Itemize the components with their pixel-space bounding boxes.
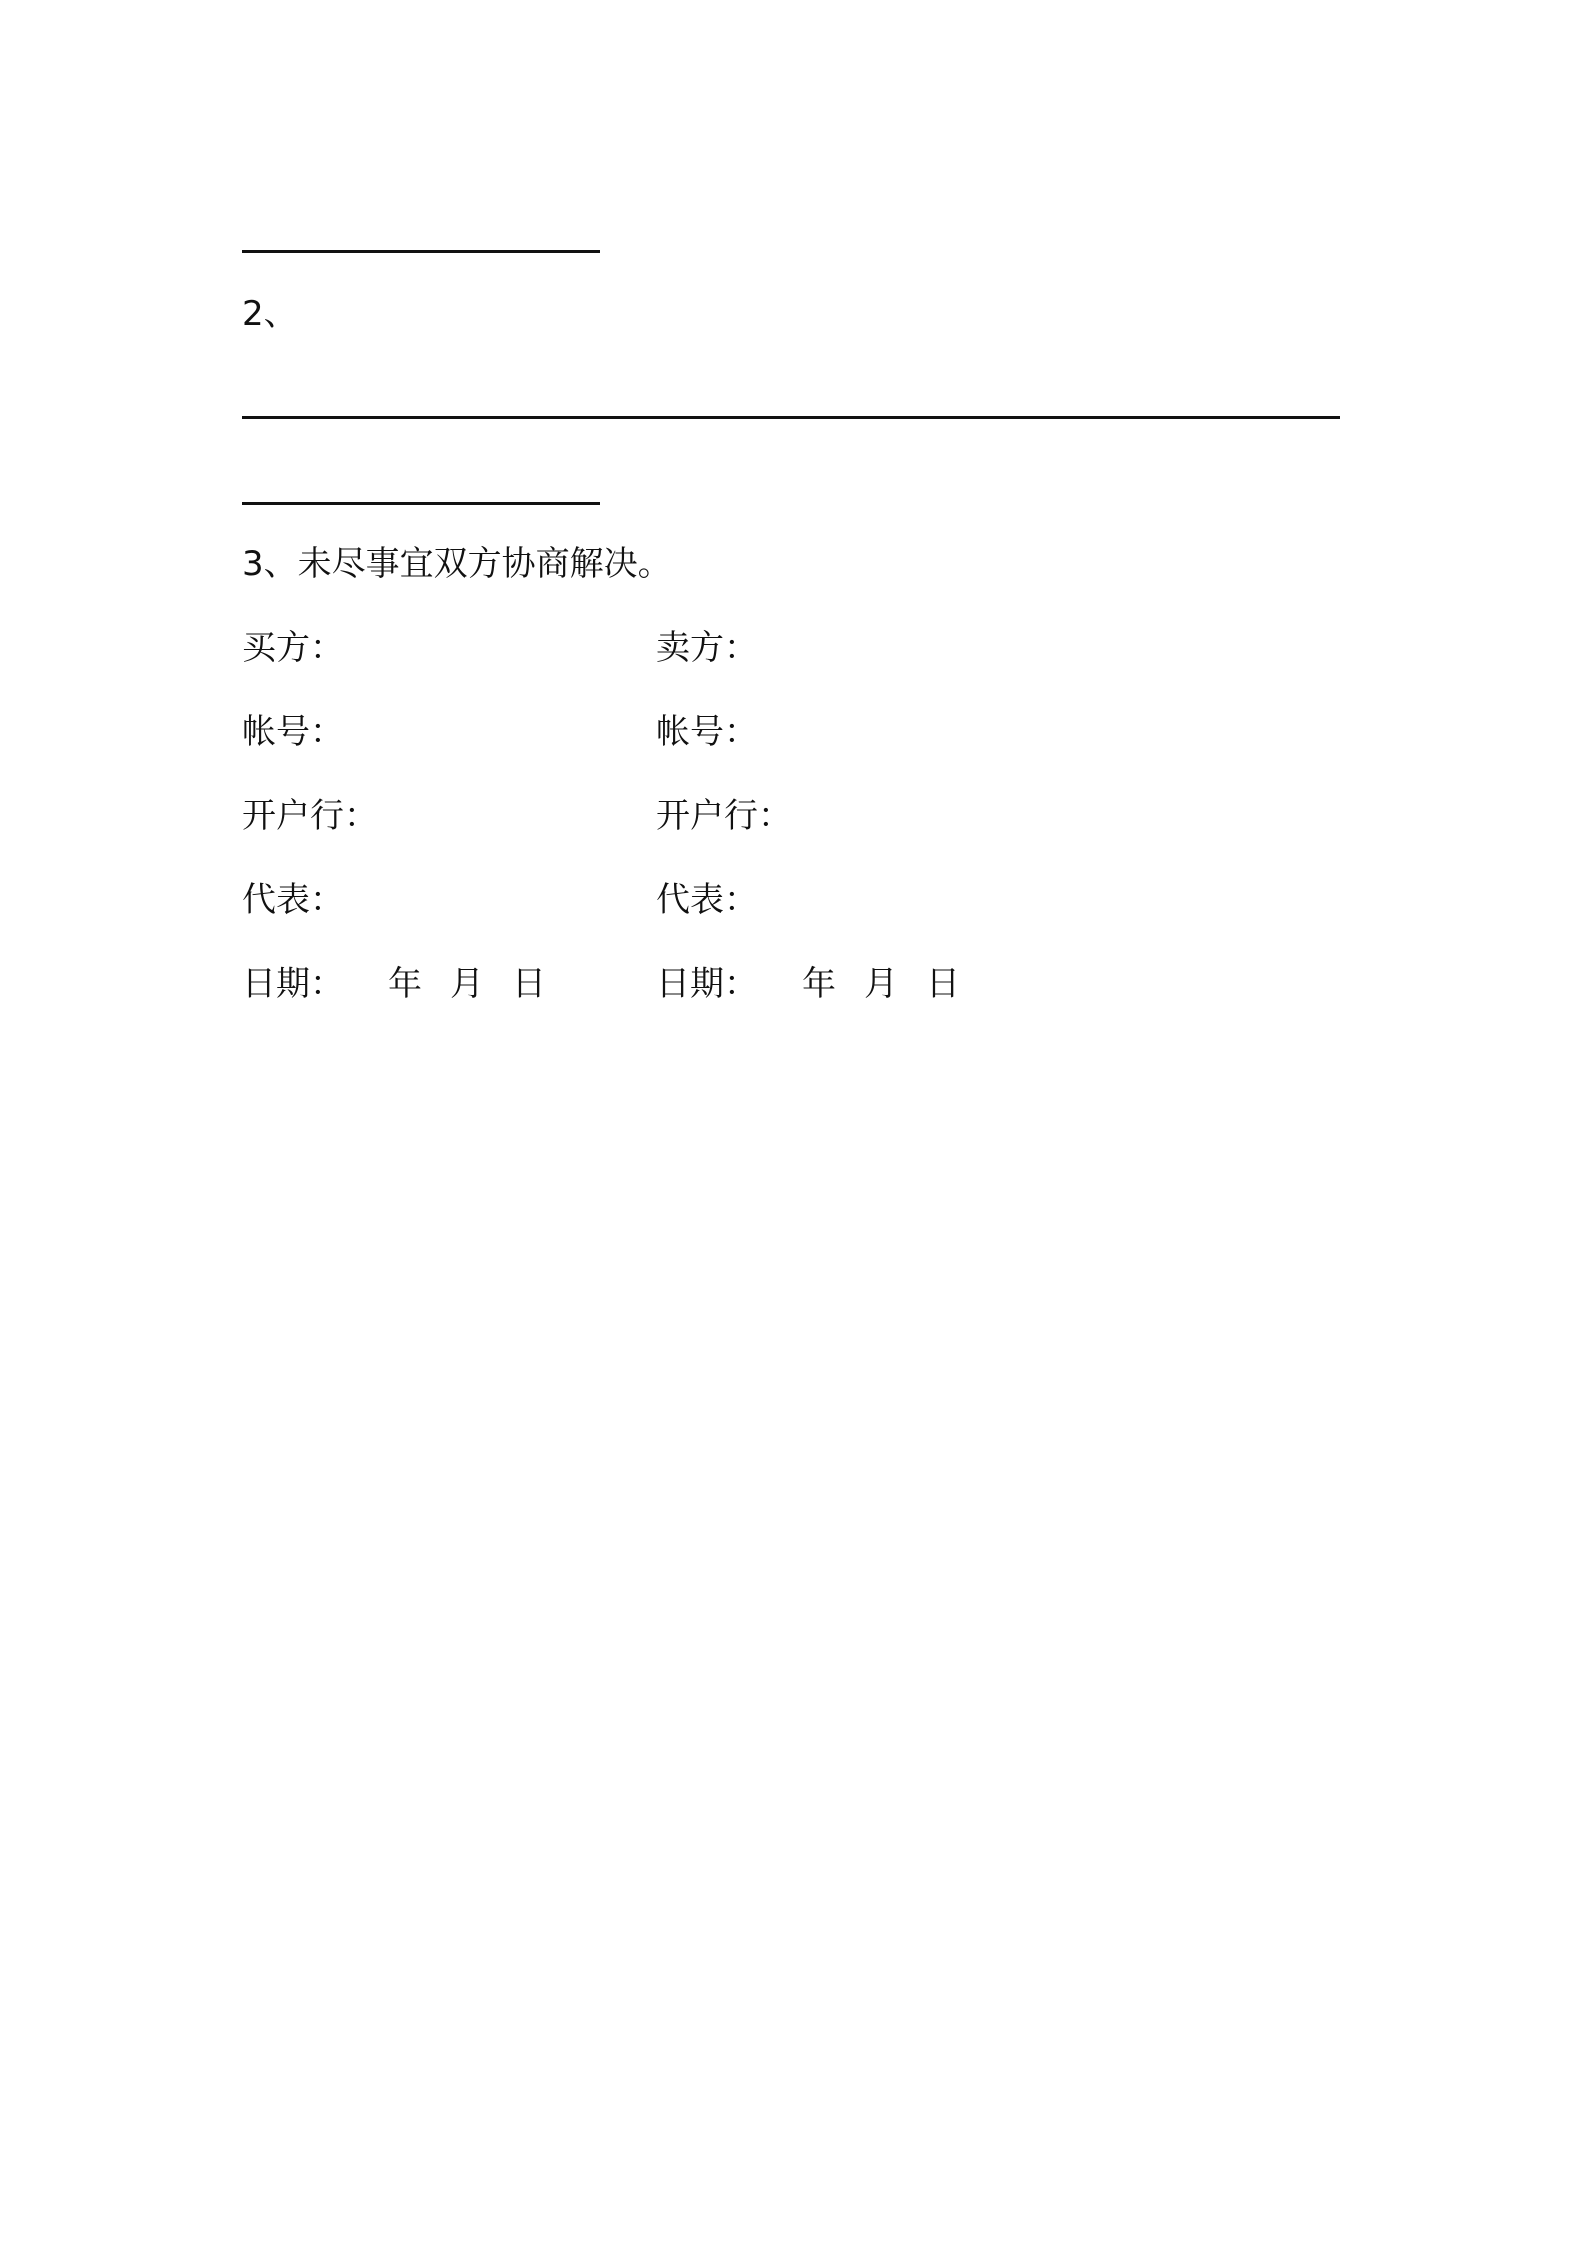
- buyer-representative-label: 代表：: [242, 880, 344, 920]
- month-label: 月: [864, 964, 898, 1004]
- seller-representative-label: 代表：: [656, 880, 758, 920]
- date-label: 日期：: [242, 964, 344, 1004]
- seller-account-label: 帐号：: [656, 712, 758, 752]
- day-label: 日: [512, 964, 546, 1004]
- year-label: 年: [802, 964, 836, 1004]
- date-label: 日期：: [656, 964, 758, 1004]
- blank-line-2: [242, 416, 1340, 419]
- blank-line-1: [242, 250, 600, 253]
- signature-row-representative: [242, 878, 1342, 922]
- blank-line-3: [242, 502, 600, 505]
- buyer-date: [242, 962, 546, 1006]
- buyer-label: 买方：: [242, 628, 344, 668]
- day-label: 日: [926, 964, 960, 1004]
- signature-row-date: [242, 962, 1342, 1006]
- signature-row-party: [242, 626, 1342, 670]
- buyer-account-label: 帐号：: [242, 712, 344, 752]
- seller-label: 卖方：: [656, 628, 758, 668]
- seller-date: [656, 962, 960, 1006]
- month-label: 月: [450, 964, 484, 1004]
- seller-bank-label: 开户行：: [656, 796, 792, 836]
- clause-2-number: 2、: [242, 294, 298, 334]
- signature-row-account: [242, 710, 1342, 754]
- clause-3-text: 3、未尽事宜双方协商解决。: [242, 544, 672, 584]
- year-label: 年: [388, 964, 422, 1004]
- buyer-bank-label: 开户行：: [242, 796, 378, 836]
- signature-row-bank: [242, 794, 1342, 838]
